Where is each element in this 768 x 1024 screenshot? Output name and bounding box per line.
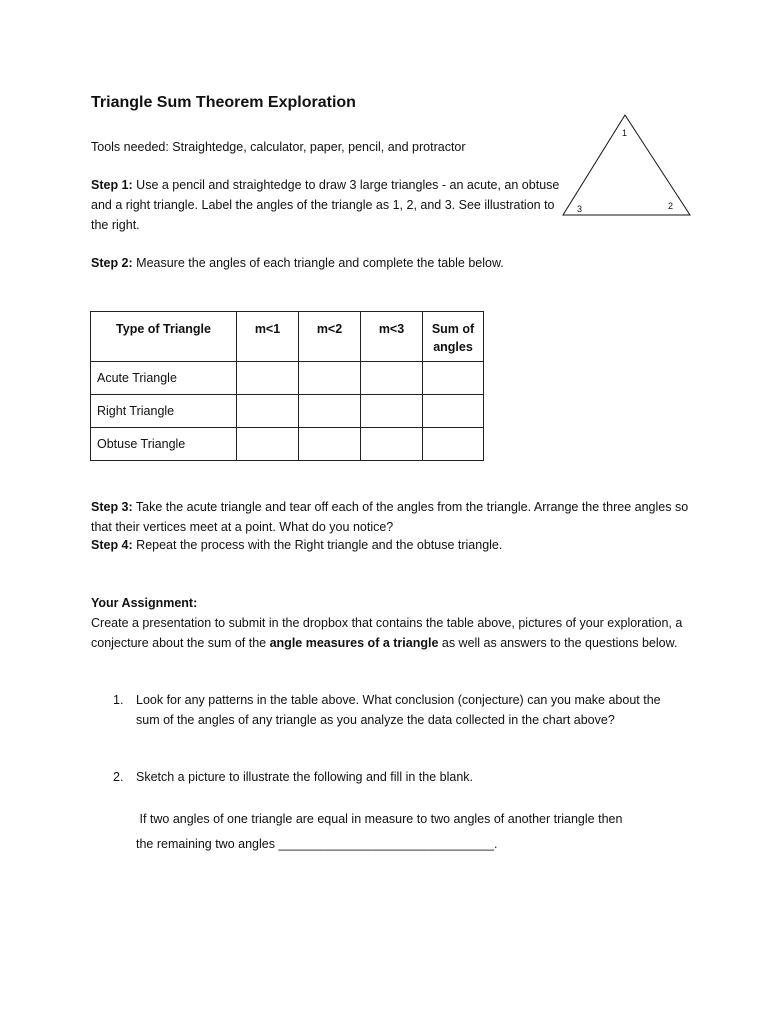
question-text: Look for any patterns in the table above. What conclusion (conjecture) can you make about the sum of the angles of any triangle as you analyze the data collected in the chart above? xyxy=(136,693,661,727)
step-3-label: Step 3: xyxy=(91,500,133,514)
question-number: 2. xyxy=(113,770,124,784)
question-2 xyxy=(113,767,673,787)
fill-in-statement xyxy=(136,807,696,857)
row-label: Right Triangle xyxy=(91,395,237,428)
step-4-text: Repeat the process with the Right triangle and the obtuse triangle. xyxy=(132,538,503,552)
table-header: m<3 xyxy=(361,312,423,362)
fill-in-line-2: the remaining two angles _______________________________. xyxy=(136,837,498,851)
table-cell[interactable] xyxy=(237,362,299,395)
table-cell[interactable] xyxy=(361,362,423,395)
step-1-text: Use a pencil and straightedge to draw 3 large triangles - an acute, an obtuse and a right triangle. Label the angles of the triangle as 1, 2, and 3. See illustration to the right. xyxy=(91,178,560,232)
step-4 xyxy=(91,535,502,555)
tools-needed: Tools needed: Straightedge, calculator, paper, pencil, and protractor xyxy=(91,140,466,154)
step-2 xyxy=(91,253,504,273)
fill-in-line-1: If two angles of one triangle are equal in measure to two angles of another triangle then xyxy=(136,812,623,826)
table-row xyxy=(91,395,484,428)
table-header-row xyxy=(91,312,484,362)
table-cell[interactable] xyxy=(423,395,484,428)
assignment-bold: angle measures of a triangle xyxy=(269,636,439,650)
table-header: m<2 xyxy=(299,312,361,362)
table-header: Type of Triangle xyxy=(91,312,237,362)
step-3 xyxy=(91,497,691,537)
table-cell[interactable] xyxy=(361,428,423,461)
table-cell[interactable] xyxy=(237,428,299,461)
table-cell[interactable] xyxy=(299,428,361,461)
triangle-illustration xyxy=(560,113,695,219)
step-2-text: Measure the angles of each triangle and complete the table below. xyxy=(132,256,504,270)
table-cell[interactable] xyxy=(237,395,299,428)
assignment-section xyxy=(91,593,691,653)
step-1-label: Step 1: xyxy=(91,178,133,192)
assignment-text-after: as well as answers to the questions below. xyxy=(438,636,678,650)
angle-label-2: 2 xyxy=(668,201,674,211)
angle-label-1: 1 xyxy=(622,128,628,138)
table-cell[interactable] xyxy=(361,395,423,428)
page-title: Triangle Sum Theorem Exploration xyxy=(91,94,356,111)
assignment-text-before: Create a presentation to submit in the dropbox that contains the table above, pictures of your exploration, a conjecture about the sum of the xyxy=(91,616,683,650)
step-2-label: Step 2: xyxy=(91,256,133,270)
question-number: 1. xyxy=(113,693,124,707)
table-header: Sum of angles xyxy=(423,312,484,362)
question-text: Sketch a picture to illustrate the following and fill in the blank. xyxy=(136,770,473,784)
table-row xyxy=(91,428,484,461)
step-3-text: Take the acute triangle and tear off each of the angles from the triangle. Arrange the three angles so that their vertices meet at a point. What do you notice? xyxy=(91,500,689,534)
table-row xyxy=(91,362,484,395)
question-1 xyxy=(113,690,673,730)
step-1 xyxy=(91,175,561,235)
angles-table xyxy=(90,311,484,461)
table-cell[interactable] xyxy=(299,395,361,428)
assignment-text xyxy=(91,613,691,653)
angle-label-3: 3 xyxy=(577,204,583,214)
table-header: m<1 xyxy=(237,312,299,362)
assignment-heading: Your Assignment: xyxy=(91,596,198,610)
table-cell[interactable] xyxy=(299,362,361,395)
row-label: Obtuse Triangle xyxy=(91,428,237,461)
table-cell[interactable] xyxy=(423,428,484,461)
step-4-label: Step 4: xyxy=(91,538,133,552)
table-cell[interactable] xyxy=(423,362,484,395)
row-label: Acute Triangle xyxy=(91,362,237,395)
